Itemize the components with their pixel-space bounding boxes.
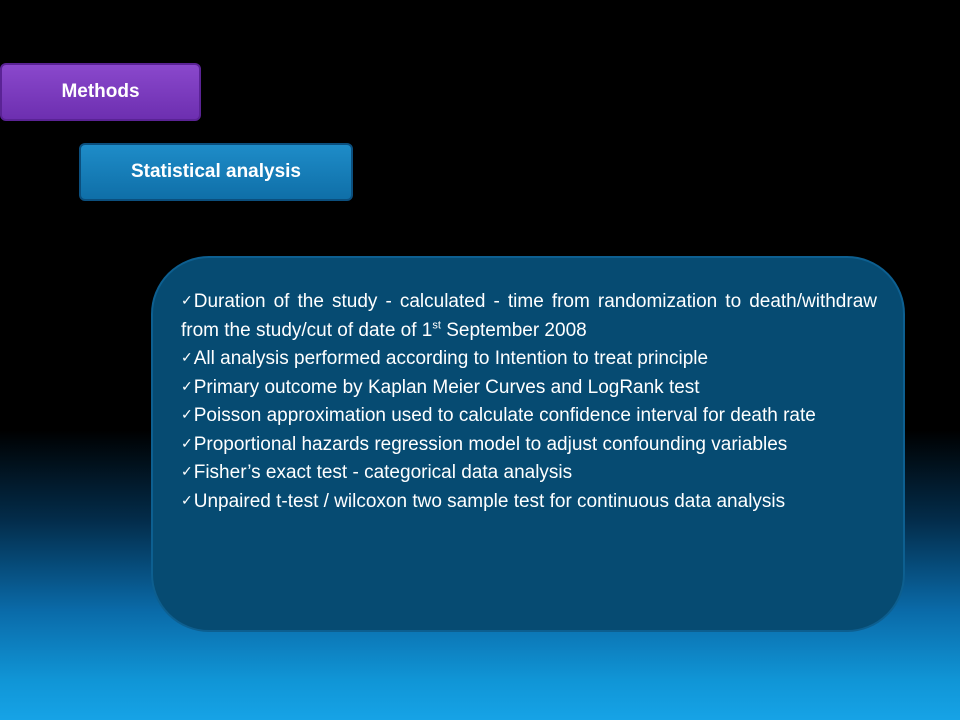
methods-label: Methods [61, 81, 140, 102]
statistical-analysis-label: Statistical analysis [130, 161, 302, 182]
bullet-duration-text-before: Duration of the study - calculated - time from randomization to death/withdraw from the study/cut of date of 1 [181, 291, 877, 341]
bullet-poisson [181, 402, 877, 431]
checkmark-icon: ✓ [181, 406, 193, 422]
bullet-unpaired-t-test [181, 488, 877, 517]
bullet-primary-outcome-text: Primary outcome by Kaplan Meier Curves and LogRank test [193, 376, 700, 398]
bullet-fishers-test-text: Fisher’s exact test - categorical data analysis [193, 462, 573, 483]
bullet-intention-to-treat [181, 345, 877, 374]
content-box [151, 256, 905, 632]
checkmark-icon: ✓ [181, 463, 193, 479]
bullet-intention-to-treat-text: All analysis performed according to Intention to treat principle [193, 348, 709, 369]
bullet-duration-superscript: st [432, 319, 441, 332]
bullet-duration-text-after: September 2008 [440, 319, 587, 341]
checkmark-icon: ✓ [181, 349, 193, 365]
checkmark-icon: ✓ [181, 292, 193, 308]
checkmark-icon: ✓ [181, 434, 193, 451]
bullet-duration [181, 288, 877, 345]
checkmark-icon: ✓ [181, 377, 193, 394]
bullet-unpaired-t-test-text: Unpaired t-test / wilcoxon two sample test for continuous data analysis [193, 490, 786, 512]
bullet-proportional-hazards-text: Proportional hazards regression model to adjust confounding variables [193, 433, 788, 455]
bullet-list [181, 288, 877, 516]
checkmark-icon: ✓ [181, 491, 193, 508]
statistical-analysis-tag [79, 143, 353, 201]
bullet-proportional-hazards [181, 431, 877, 460]
bullet-fishers-test [181, 459, 877, 488]
bullet-primary-outcome [181, 374, 877, 403]
methods-tag [0, 63, 201, 121]
bullet-poisson-text: Poisson approximation used to calculate confidence interval for death rate [193, 405, 816, 426]
